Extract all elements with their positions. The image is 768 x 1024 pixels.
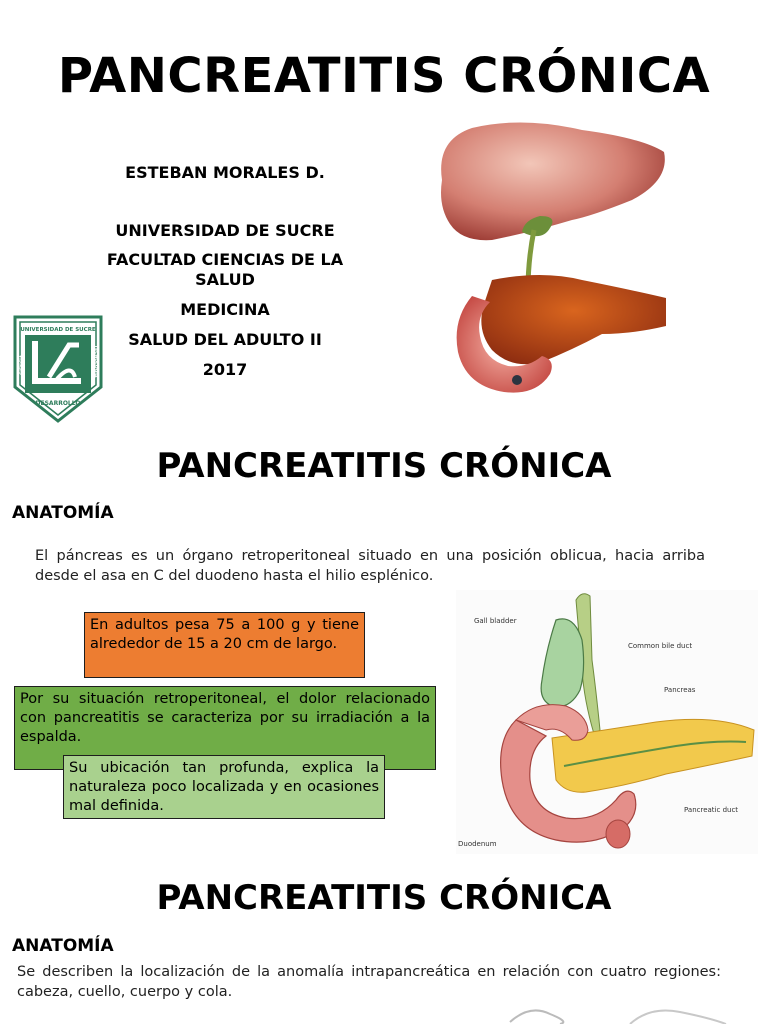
section-label: ANATOMÍA <box>12 936 114 956</box>
liver-pancreas-illustration <box>432 120 668 398</box>
course-name: SALUD DEL ADULTO II <box>128 330 322 349</box>
pancreas-sketch-illustration <box>500 984 730 1024</box>
logo-left-text: CIENCIA <box>20 354 25 375</box>
label-common-bile-duct: Common bile duct <box>628 642 693 650</box>
title-slide <box>0 0 768 430</box>
slide-title: PANCREATITIS CRÓNICA <box>57 48 711 104</box>
university-name: UNIVERSIDAD DE SUCRE <box>115 221 335 240</box>
pain-irradiation-box: Por su situación retroperitoneal, el dolor relacionado con pancreatitis se caracteriza por su irradiación a la espalda. <box>14 686 436 770</box>
career-name: MEDICINA <box>180 300 270 319</box>
year: 2017 <box>202 360 248 379</box>
label-pancreatic-duct: Pancreatic duct <box>684 806 739 814</box>
faculty-name: FACULTAD CIENCIAS DE LA SALUD <box>106 250 344 289</box>
slide-title: PANCREATITIS CRÓNICA <box>156 878 612 918</box>
author-name: ESTEBAN MORALES D. <box>125 163 325 182</box>
slide-title: PANCREATITIS CRÓNICA <box>156 446 612 486</box>
weight-size-box: En adultos pesa 75 a 100 g y tiene alrededor de 15 a 20 cm de largo. <box>84 612 365 678</box>
regions-paragraph: Se describen la localización de la anomalía intrapancreática en relación con cuatro regiones: cabeza, cuello, cuerpo y cola. <box>17 964 721 1000</box>
deep-location-box: Su ubicación tan profunda, explica la naturaleza poco localizada y en ocasiones mal definida. <box>63 755 385 819</box>
university-logo <box>13 315 103 423</box>
anatomy-slide <box>0 430 768 860</box>
pancreas-duct-illustration <box>456 590 758 854</box>
label-pancreas: Pancreas <box>664 686 696 694</box>
logo-bottom-text: DESARROLLO <box>35 400 81 407</box>
logo-right-text: TECNOLOGIA <box>93 345 98 378</box>
anatomy-regions-slide <box>0 860 768 1024</box>
logo-top-text: UNIVERSIDAD DE SUCRE <box>20 327 96 333</box>
label-gallbladder: Gall bladder <box>474 617 517 625</box>
section-label: ANATOMÍA <box>12 503 114 523</box>
label-duodenum: Duodenum <box>458 840 497 848</box>
anatomy-paragraph: El páncreas es un órgano retroperitoneal situado en una posición oblicua, hacia arriba desde el asa en C del duodeno hasta el hilio esplénico. <box>35 548 705 584</box>
